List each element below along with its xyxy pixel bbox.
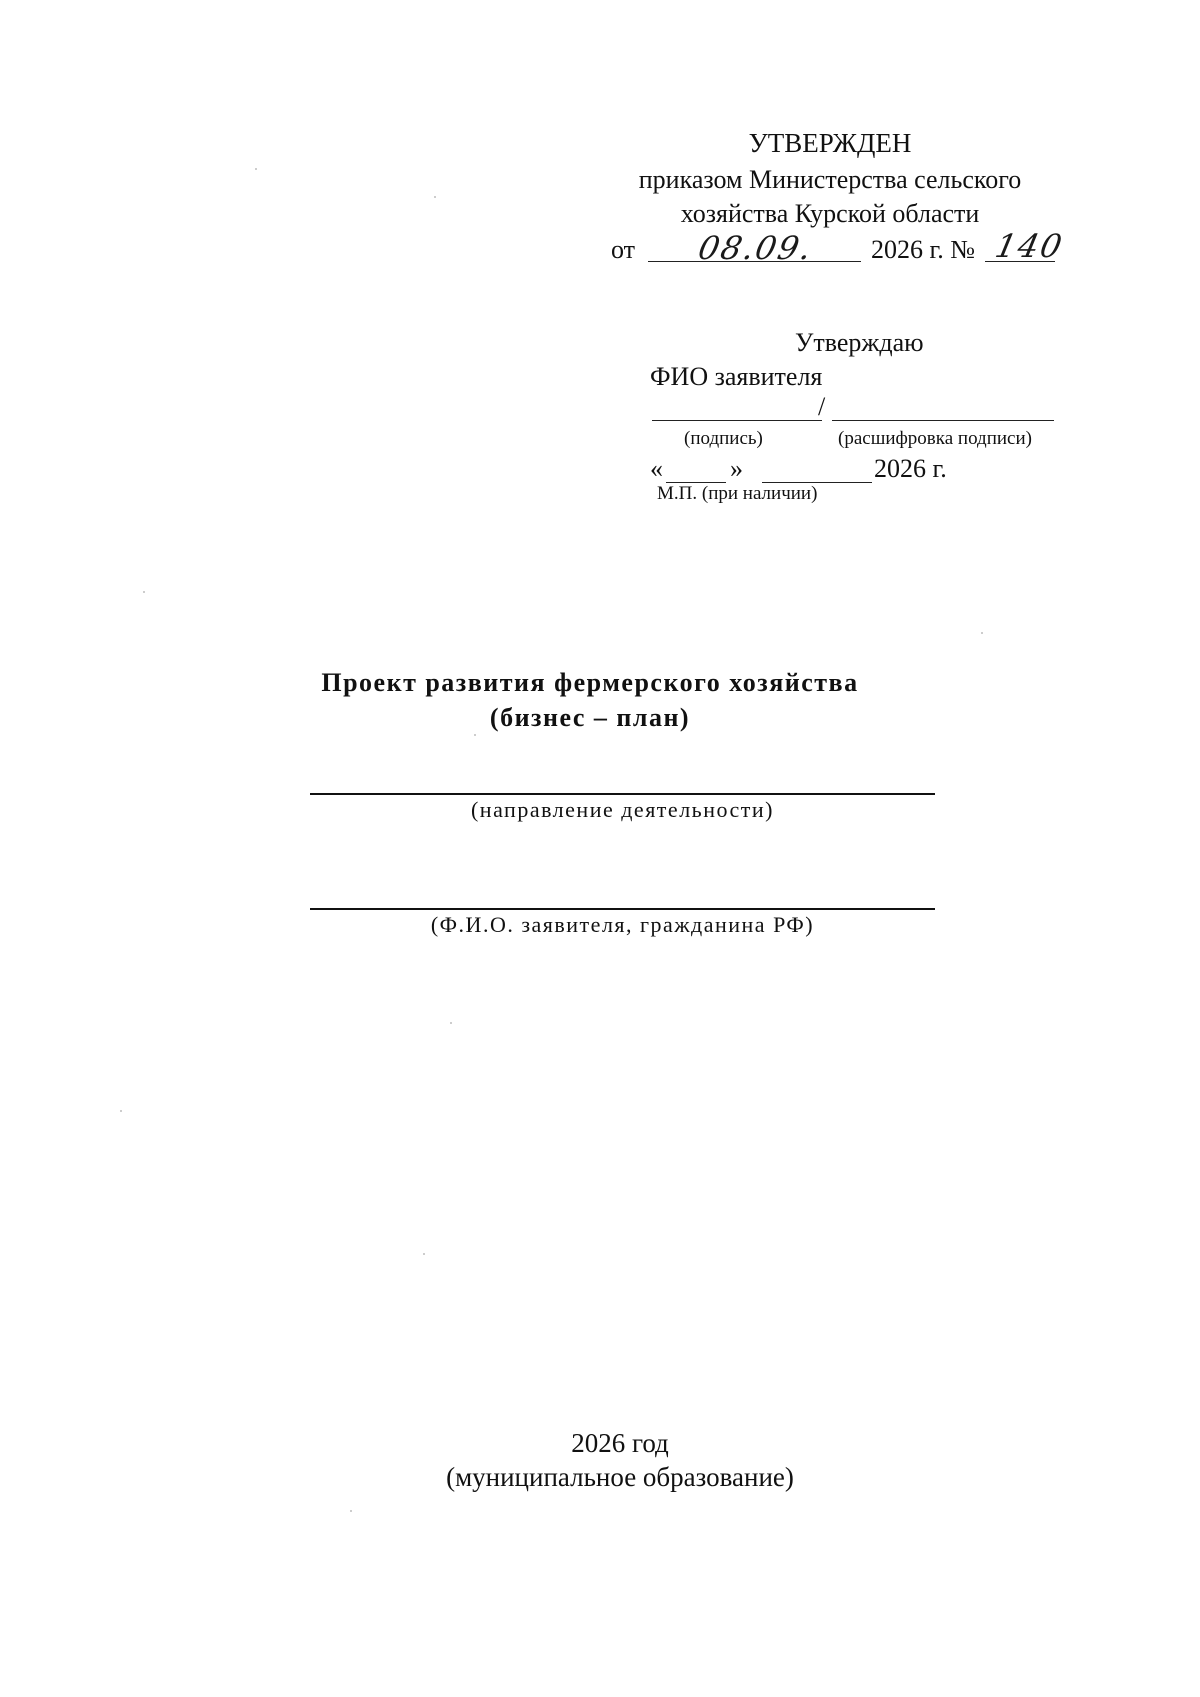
scan-speck: [255, 168, 257, 170]
signature-decoding-caption: (расшифровка подписи): [838, 428, 1032, 449]
approval-line-1: приказом Министерства сельского: [638, 165, 1022, 194]
signature-caption: (подпись): [684, 428, 763, 449]
signature-line: [652, 420, 822, 421]
scan-speck: [450, 1022, 452, 1024]
project-subtitle: (бизнес – план): [489, 703, 691, 732]
scan-speck: [143, 591, 145, 593]
quote-close: »: [730, 454, 743, 483]
activity-caption: (направление деятельности): [470, 797, 775, 822]
stamp-note: М.П. (при наличии): [657, 483, 818, 504]
quote-open: «: [650, 454, 663, 483]
scan-speck: [120, 1110, 122, 1112]
applicant-fill-line: [310, 908, 935, 910]
signature-decoding-line: [832, 420, 1054, 421]
order-year-label: 2026 г. №: [871, 235, 976, 264]
order-number-handwritten: 140: [991, 227, 1068, 265]
confirm-word: Утверждаю: [795, 328, 924, 357]
scan-speck: [434, 196, 436, 198]
applicant-caption: (Ф.И.О. заявителя, гражданина РФ): [430, 912, 815, 937]
order-date-handwritten: 08.09.: [694, 229, 817, 267]
confirmation-year: 2026 г.: [874, 454, 947, 483]
project-title: Проект развития фермерского хозяйства: [321, 668, 859, 697]
scan-speck: [423, 1253, 425, 1255]
footer-year: 2026 год: [571, 1428, 669, 1458]
approval-title: УТВЕРЖДЕН: [748, 128, 912, 158]
activity-fill-line: [310, 793, 935, 795]
scan-speck: [350, 1510, 352, 1512]
scan-speck: [474, 734, 476, 736]
order-from-label: от: [611, 235, 636, 264]
scan-speck: [981, 632, 983, 634]
order-date-number-row: [611, 229, 1081, 269]
footer-municipality: (муниципальное образование): [446, 1462, 794, 1492]
applicant-fio-label: ФИО заявителя: [650, 362, 823, 391]
approval-line-2: хозяйства Курской области: [680, 199, 980, 228]
signature-slash: /: [818, 392, 826, 421]
